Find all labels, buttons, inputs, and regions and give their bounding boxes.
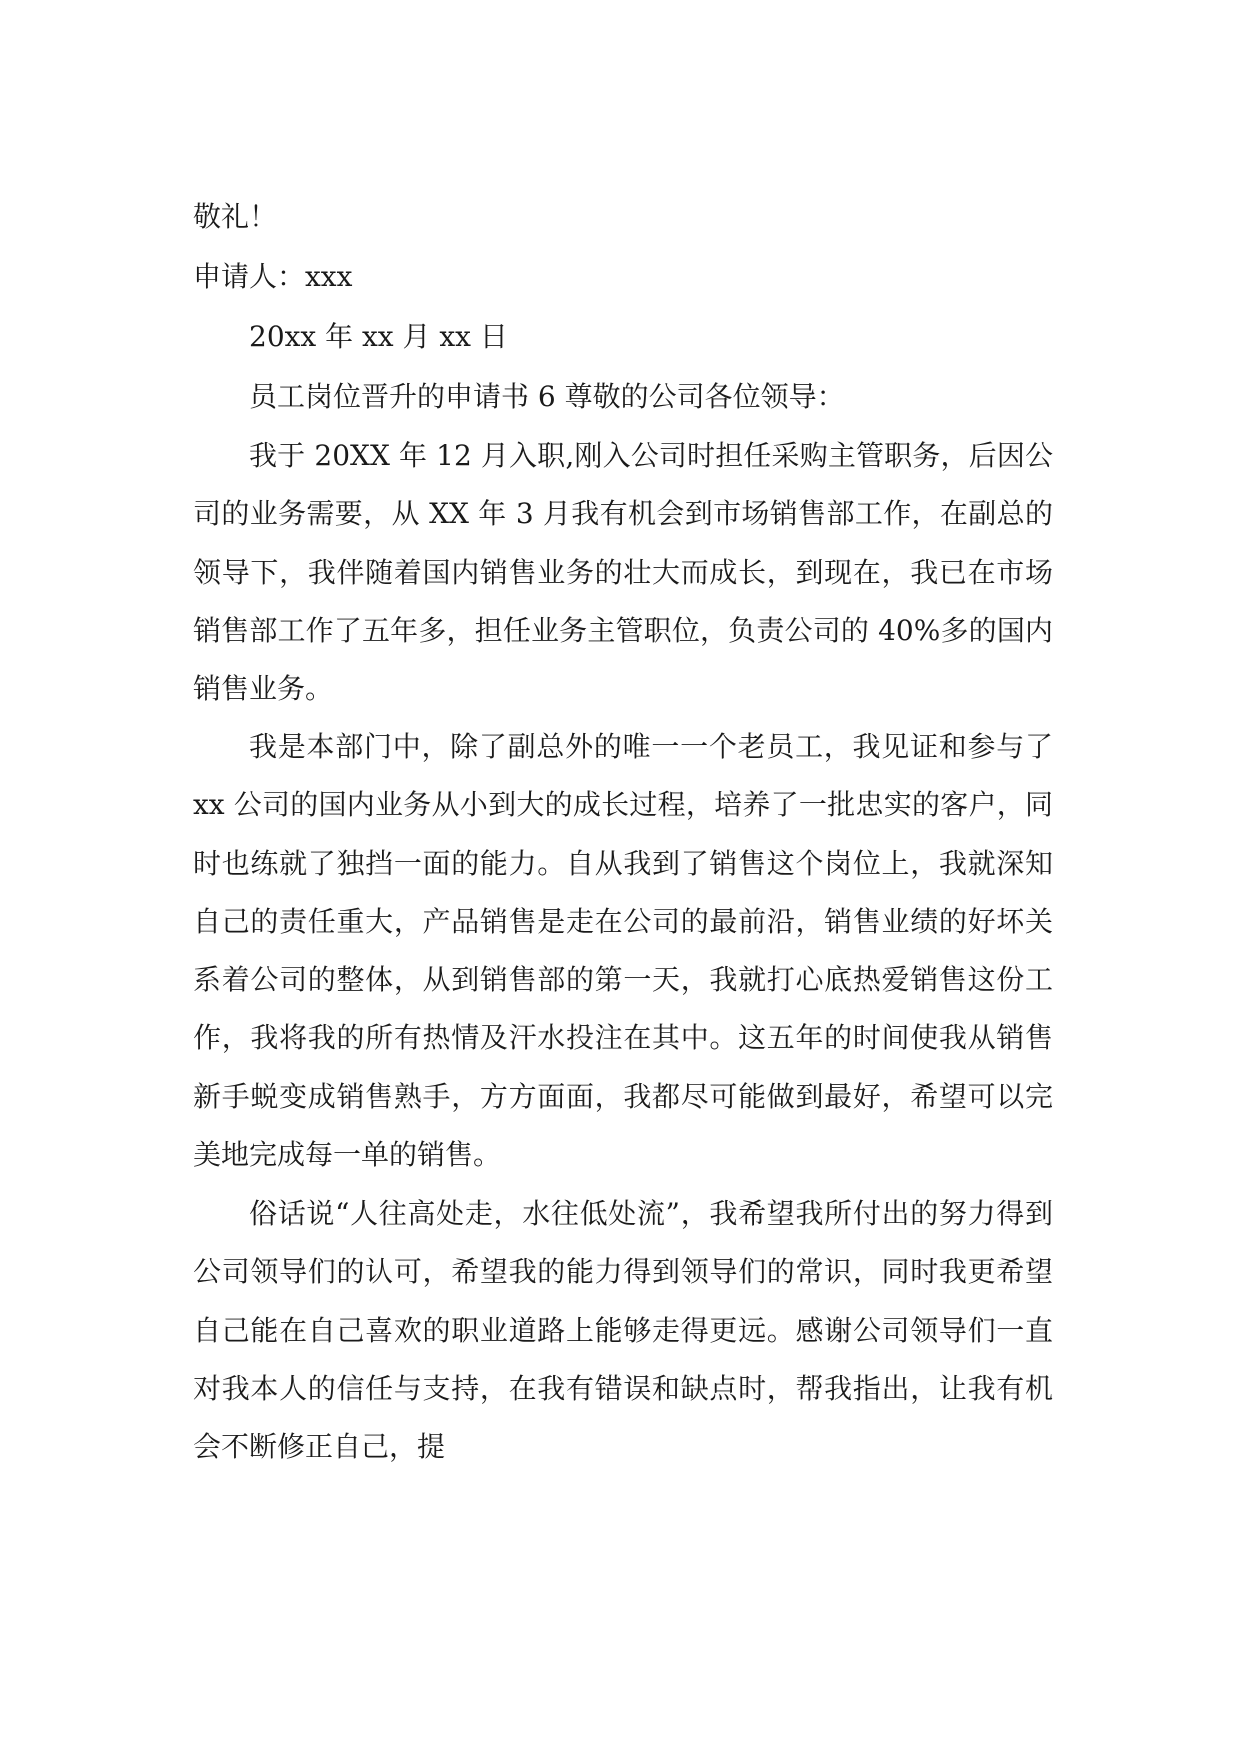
body-paragraph-2	[193, 718, 1053, 1184]
paragraph-text: 我是本部门中，除了副总外的唯一一个老员工，我见证和参与了 xx 公司的国内业务从小到大的成长过程，培养了一批忠实的客户，同时也练就了独挡一面的能力。自从我到了销售这个岗位上，我就深知自己的责任重大，产品销售是走在公司的最前沿，销售业绩的好坏关系着公司的整体，从到销售部的第一天，我就打心底热爱销售这份工作，我将我的所有热情及汗水投注在其中。这五年的时间使我从销售新手蜕变成销售熟手，方方面面，我都尽可能做到最好，希望可以完美地完成每一单的销售。	[193, 730, 1053, 1172]
paragraph-text: 俗话说“人往高处走，水往低处流”，我希望我所付出的努力得到公司领导们的认可，希望我的能力得到领导们的常识，同时我更希望自己能在自己喜欢的职业道路上能够走得更远。感谢公司领导们一直对我本人的信任与支持，在我有错误和缺点时，帮我指出，让我有机会不断修正自己，提	[193, 1197, 1053, 1464]
document-heading: 员工岗位晋升的申请书 6 尊敬的公司各位领导：	[249, 380, 845, 413]
paragraph-text: 我于 20XX 年 12 月入职,刚入公司时担任采购主管职务，后因公司的业务需要，从 XX 年 3 月我有机会到市场销售部工作，在副总的领导下，我伴随着国内销售业务的壮大而成长，到现在，我已在市场销售部工作了五年多，担任业务主管职位，负责公司的 40%多的国内销售业务。	[193, 439, 1053, 706]
body-paragraph-3	[193, 1185, 1053, 1476]
date-line: 20xx 年 xx 月 xx 日	[249, 320, 508, 353]
applicant-line: 申请人：xxx	[193, 260, 353, 293]
body-paragraph-1	[193, 427, 1053, 718]
closing-salutation: 敬礼！	[193, 200, 278, 233]
